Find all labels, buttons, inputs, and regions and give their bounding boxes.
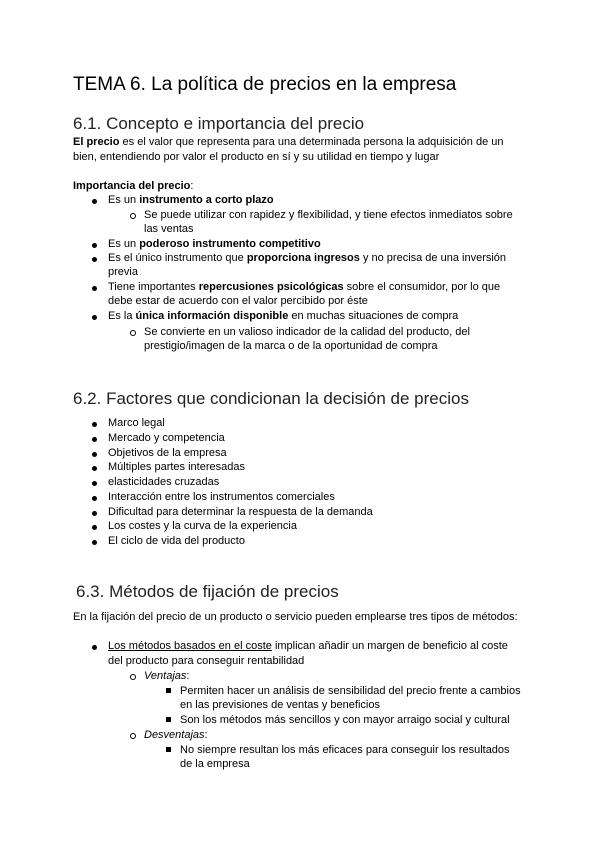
circle-bullet-icon xyxy=(130,733,136,739)
circle-bullet-icon xyxy=(130,674,136,680)
item-bold: única información disponible xyxy=(135,310,289,322)
desventajas-text: Desventajas xyxy=(144,729,205,741)
item-text-post: sobre el consumidor, por lo que xyxy=(343,281,501,293)
definition-line-2: bien, entendiendo por valor el producto en sí y su utilidad en tiempo y lugar xyxy=(73,151,440,163)
bullet-icon xyxy=(92,466,97,471)
method-cost-based xyxy=(108,639,508,654)
factor-item: El ciclo de vida del producto xyxy=(108,535,245,547)
desventajas-colon: : xyxy=(204,729,208,741)
importance-item-cont: previa xyxy=(108,266,138,278)
ventajas-label xyxy=(144,669,189,684)
ventajas-colon: : xyxy=(186,670,190,682)
factor-item: Mercado y competencia xyxy=(108,431,225,444)
item-bold: repercusiones psicológicas xyxy=(198,281,344,293)
importance-item xyxy=(108,193,274,208)
bullet-icon xyxy=(92,525,97,530)
bullet-icon xyxy=(92,422,97,427)
importance-item xyxy=(108,280,500,295)
bullet-icon xyxy=(92,645,97,650)
item-text: Tiene importantes xyxy=(108,281,199,293)
bullet-icon xyxy=(92,452,97,457)
square-bullet-icon xyxy=(166,688,171,693)
item-text: Es un xyxy=(108,238,140,250)
bullet-icon xyxy=(92,243,97,248)
factor-item: Interacción entre los instrumentos comerciales xyxy=(108,490,335,503)
item-text: Es el único instrumento que xyxy=(108,252,247,264)
importance-label-text: Importancia del precio xyxy=(73,180,191,192)
page-title: TEMA 6. La política de precios en la empresa xyxy=(73,74,457,95)
importance-subitem-cont: prestigio/imagen de la marca o de la oportunidad de compra xyxy=(144,340,438,352)
importance-colon: : xyxy=(190,180,194,192)
importance-item xyxy=(108,309,458,324)
item-text: Es un xyxy=(108,194,140,206)
square-bullet-icon xyxy=(166,717,171,722)
bullet-icon xyxy=(92,540,97,545)
method-name: Los métodos basados en el coste xyxy=(108,640,272,652)
factor-item: Objetivos de la empresa xyxy=(108,446,227,459)
circle-bullet-icon xyxy=(130,330,136,336)
bullet-icon xyxy=(92,481,97,486)
importance-item xyxy=(108,237,321,252)
ventaja-item-cont: en las previsiones de ventas y beneficios xyxy=(180,699,380,711)
circle-bullet-icon xyxy=(130,213,136,219)
item-bold: instrumento a corto plazo xyxy=(139,194,274,206)
section-heading-6-1: 6.1. Concepto e importancia del precio xyxy=(73,114,365,133)
methods-intro: En la fijación del precio de un producto o servicio pueden emplearse tres tipos de métodos: xyxy=(73,611,518,623)
bullet-icon xyxy=(92,437,97,442)
bullet-icon xyxy=(92,257,97,262)
ventajas-text: Ventajas xyxy=(144,670,187,682)
bullet-icon xyxy=(92,199,97,204)
method-cost-based-cont: del producto para conseguir rentabilidad xyxy=(108,655,305,667)
bullet-icon xyxy=(92,496,97,501)
method-text: implican añadir un margen de beneficio al coste xyxy=(271,640,508,652)
section-heading-6-3: 6.3. Métodos de fijación de precios xyxy=(76,582,339,601)
bullet-icon xyxy=(92,511,97,516)
item-bold: proporciona ingresos xyxy=(246,252,360,264)
importance-item xyxy=(108,251,506,266)
definition-term: El precio xyxy=(73,136,120,148)
bullet-icon xyxy=(92,315,97,320)
desventajas-label xyxy=(144,728,208,743)
bullet-icon xyxy=(92,286,97,291)
item-bold: poderoso instrumento competitivo xyxy=(139,238,321,250)
importance-label xyxy=(73,179,193,194)
factor-item: Marco legal xyxy=(108,417,165,429)
square-bullet-icon xyxy=(166,747,171,752)
importance-subitem: Se puede utilizar con rapidez y flexibilidad, y tiene efectos inmediatos sobre xyxy=(144,209,513,221)
ventaja-item: Son los métodos más sencillos y con mayor arraigo social y cultural xyxy=(180,714,510,726)
item-text-post: y no precisa de una inversión xyxy=(359,252,507,264)
importance-item-cont: debe estar de acuerdo con el valor percibido por éste xyxy=(108,295,368,307)
item-text-post: en muchas situaciones de compra xyxy=(288,310,459,322)
factor-item: Los costes y la curva de la experiencia xyxy=(108,520,297,533)
factor-item: Dificultad para determinar la respuesta de la demanda xyxy=(108,505,373,518)
importance-subitem-cont: las ventas xyxy=(144,223,194,235)
factor-item: elasticidades cruzadas xyxy=(108,476,220,488)
ventaja-item: Permiten hacer un análisis de sensibilidad del precio frente a cambios xyxy=(180,685,521,697)
importance-subitem: Se convierte en un valioso indicador de la calidad del producto, del xyxy=(144,326,470,338)
definition-text: es el valor que representa para una determinada persona la adquisición de un xyxy=(119,136,504,148)
definition-line-1 xyxy=(73,135,504,150)
item-text: Es la xyxy=(108,310,136,322)
desventaja-item: No siempre resultan los más eficaces para conseguir los resultados xyxy=(180,744,510,756)
desventaja-item-cont: de la empresa xyxy=(180,758,250,770)
factor-item: Múltiples partes interesadas xyxy=(108,461,245,474)
section-heading-6-2: 6.2. Factores que condicionan la decisión de precios xyxy=(73,389,469,408)
